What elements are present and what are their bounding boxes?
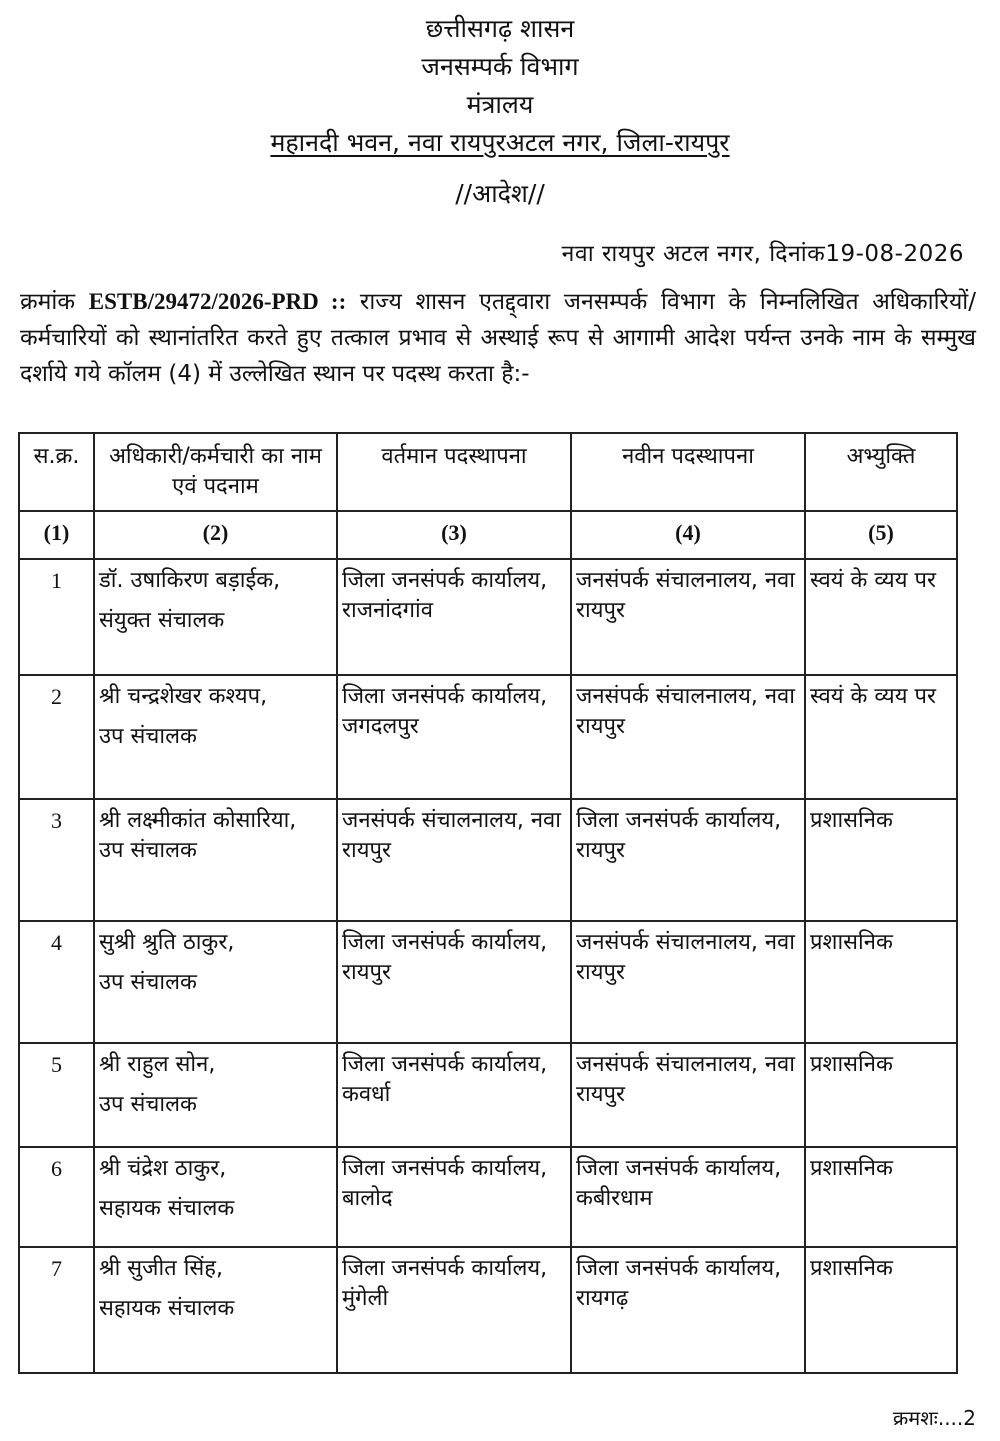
- table-row: [19, 559, 957, 675]
- column-number: (1): [19, 511, 94, 559]
- table-row: [19, 675, 957, 799]
- column-number: (3): [337, 511, 571, 559]
- serial-number: 1: [19, 559, 94, 675]
- header-remarks: अभ्युक्ति: [805, 433, 957, 511]
- order-intro-paragraph: [20, 284, 976, 392]
- serial-number: 3: [19, 799, 94, 921]
- table-row: [19, 1043, 957, 1147]
- officer-designation: सहायक संचालक: [99, 1296, 235, 1321]
- new-posting: जिला जनसंपर्क कार्यालय, कबीरधाम: [571, 1147, 805, 1247]
- officer-designation: संयुक्त संचालक: [99, 608, 225, 633]
- current-posting: जिला जनसंपर्क कार्यालय, मुंगेली: [337, 1247, 571, 1373]
- officer-cell: [94, 675, 337, 799]
- transfer-table: [18, 432, 958, 1374]
- officer-designation: उप संचालक: [99, 724, 197, 749]
- remark: स्वयं के व्यय पर: [805, 559, 957, 675]
- current-posting: जनसंपर्क संचालनालय, नवा रायपुर: [337, 799, 571, 921]
- office-address: महानदी भवन, नवा रायपुरअटल नगर, जिला-रायपुर: [270, 128, 730, 157]
- current-posting: जिला जनसंपर्क कार्यालय, बालोद: [337, 1147, 571, 1247]
- remark: प्रशासनिक: [805, 1147, 957, 1247]
- current-posting: जिला जनसंपर्क कार्यालय, रायपुर: [337, 921, 571, 1043]
- remark: प्रशासनिक: [805, 1247, 957, 1373]
- officer-cell: [94, 799, 337, 921]
- current-posting: जिला जनसंपर्क कार्यालय, कवर्धा: [337, 1043, 571, 1147]
- new-posting: जनसंपर्क संचालनालय, नवा रायपुर: [571, 559, 805, 675]
- header-new-posting: नवीन पदस्थापना: [571, 433, 805, 511]
- serial-number: 7: [19, 1247, 94, 1373]
- officer-name: श्री सुजीत सिंह,: [99, 1256, 223, 1281]
- new-posting: जनसंपर्क संचालनालय, नवा रायपुर: [571, 675, 805, 799]
- officer-designation: सहायक संचालक: [99, 1196, 235, 1221]
- order-number-prefix: क्रमांक: [20, 289, 89, 315]
- new-posting: जनसंपर्क संचालनालय, नवा रायपुर: [571, 1043, 805, 1147]
- column-number-row: [19, 511, 957, 559]
- document-header: [0, 10, 1000, 162]
- department-name: जनसम्पर्क विभाग: [421, 52, 579, 81]
- serial-number: 4: [19, 921, 94, 1043]
- header-serial-number: स.क्र.: [19, 433, 94, 511]
- serial-number: 2: [19, 675, 94, 799]
- remark: प्रशासनिक: [805, 1043, 957, 1147]
- officer-name: श्री चंद्रेश ठाकुर,: [99, 1156, 227, 1181]
- column-number: (2): [94, 511, 337, 559]
- order-title: //आदेश//: [455, 179, 545, 208]
- table-row: [19, 799, 957, 921]
- officer-name: डॉ. उषाकिरण बड़ाईक,: [99, 568, 281, 593]
- remark: प्रशासनिक: [805, 921, 957, 1043]
- serial-number: 6: [19, 1147, 94, 1247]
- header-current-posting: वर्तमान पदस्थापना: [337, 433, 571, 511]
- order-reference-number: ESTB/29472/2026-PRD ::: [88, 289, 347, 314]
- current-posting: जिला जनसंपर्क कार्यालय, राजनांदगांव: [337, 559, 571, 675]
- officer-cell: [94, 559, 337, 675]
- officer-name: श्री चन्द्रशेखर कश्यप,: [99, 684, 268, 709]
- remark: स्वयं के व्यय पर: [805, 675, 957, 799]
- officer-cell: [94, 1147, 337, 1247]
- new-posting: जिला जनसंपर्क कार्यालय, रायगढ़: [571, 1247, 805, 1373]
- new-posting: जनसंपर्क संचालनालय, नवा रायपुर: [571, 921, 805, 1043]
- officer-name: सुश्री श्रुति ठाकुर,: [99, 930, 235, 955]
- column-number: (5): [805, 511, 957, 559]
- table-row: [19, 921, 957, 1043]
- current-posting: जिला जनसंपर्क कार्यालय, जगदलपुर: [337, 675, 571, 799]
- serial-number: 5: [19, 1043, 94, 1147]
- officer-designation: उप संचालक: [99, 1092, 197, 1117]
- table-header-row: [19, 433, 957, 511]
- date-line: नवा रायपुर अटल नगर, दिनांक19-08-2026: [561, 241, 964, 267]
- officer-cell: [94, 921, 337, 1043]
- order-intro-text: राज्य शासन एतद्द्वारा जनसम्पर्क विभाग के निम्नलिखित अधिकारियों/कर्मचारियों को स्थानांतरित करते हुए तत्काल प्रभाव से अस्थाई रूप से आगामी आदेश पर्यन्त उनके नाम के सम्मुख दर्शाये गये कॉलम (4) में उल्लेखित स्थान पर पदस्थ करता है:-: [20, 289, 976, 387]
- officer-cell: [94, 1043, 337, 1147]
- table-row: [19, 1147, 957, 1247]
- remark: प्रशासनिक: [805, 799, 957, 921]
- continuation-marker: क्रमशः....2: [892, 1406, 976, 1430]
- officer-name: श्री लक्ष्मीकांत कोसारिया,: [99, 808, 297, 833]
- officer-designation: उप संचालक: [99, 838, 197, 863]
- column-number: (4): [571, 511, 805, 559]
- officer-name: श्री राहुल सोन,: [99, 1052, 216, 1077]
- ministry-name: मंत्रालय: [466, 90, 534, 119]
- header-officer-name: अधिकारी/कर्मचारी का नाम एवं पदनाम: [94, 433, 337, 511]
- officer-designation: उप संचालक: [99, 970, 197, 995]
- new-posting: जिला जनसंपर्क कार्यालय, रायपुर: [571, 799, 805, 921]
- table-row: [19, 1247, 957, 1373]
- officer-cell: [94, 1247, 337, 1373]
- government-name: छत्तीसगढ़ शासन: [425, 14, 575, 43]
